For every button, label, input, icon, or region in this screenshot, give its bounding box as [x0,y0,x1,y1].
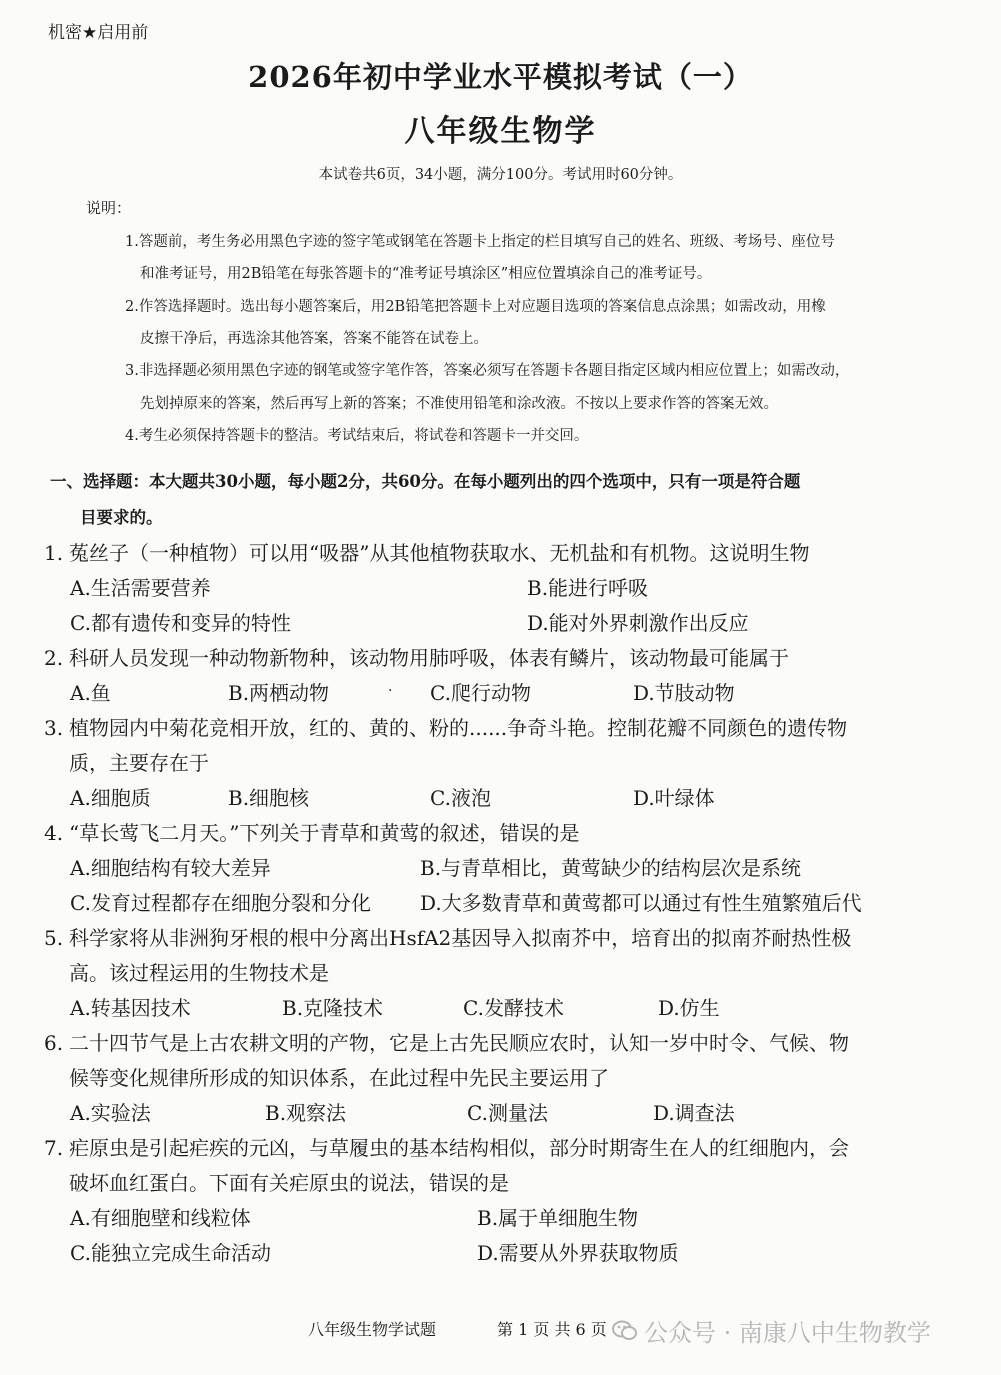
question-number: 4. [44,821,64,845]
q1-option-b: B.能进行呼吸 [527,576,649,600]
q7-option-a: A.有细胞壁和线粒体 [70,1206,251,1230]
q5-option-a: A.转基因技术 [70,996,191,1020]
q2-option-a: A.鱼 [70,681,111,705]
section-heading-cont: 目要求的。 [80,508,163,527]
instruction-line: 皮擦干净后，再选涂其他答案，答案不能答在试卷上。 [140,331,488,347]
q7-option-c: C.能独立完成生命活动 [70,1241,271,1265]
q6-option-a: A.实验法 [70,1101,151,1125]
question-number: 1. [44,541,64,565]
q5-option-d: D.仿生 [658,996,720,1020]
instruction-line: 2.作答选择题时。选出每小题答案后，用2B铅笔把答题卡上对应题目选项的答案信息点涂黑；如需改动，用橡 [125,299,826,315]
q2-option-c: C.爬行动物 [430,681,531,705]
q4-option-a: A.细胞结构有较大差异 [70,856,271,880]
question-2-stem: 2. 科研人员发现一种动物新物种，该动物用肺呼吸，体表有鳞片，该动物最可能属于 [44,646,789,670]
q1-option-c: C.都有遗传和变异的特性 [70,611,291,635]
q5-option-b: B.克隆技术 [282,996,384,1020]
question-6-stem-cont: 候等变化规律所形成的知识体系，在此过程中先民主要运用了 [69,1066,609,1090]
question-number: 7. [44,1136,64,1160]
instruction-line: 和准考证号，用2B铅笔在每张答题卡的“准考证号填涂区”相应位置填涂自己的准考证号。 [140,266,712,282]
q6-option-c: C.测量法 [467,1101,548,1125]
question-number: 3. [44,716,64,740]
q6-option-b: B.观察法 [265,1101,347,1125]
q1-option-d: D.能对外界刺激作出反应 [527,611,749,635]
q6-option-d: D.调查法 [653,1101,735,1125]
footer-page-info: 第 1 页 共 6 页 [497,1320,607,1339]
question-number: 6. [44,1031,64,1055]
question-5-stem-cont: 高。该过程运用的生物技术是 [69,961,329,985]
watermark-text: 公众号 · 南康八中生物教学 [644,1319,931,1347]
q7-option-d: D.需要从外界获取物质 [477,1241,679,1265]
secret-label: 机密★启用前 [48,23,149,43]
q3-option-b: B.细胞核 [228,786,310,810]
instruction-line: 先划掉原来的答案，然后再写上新的答案；不准使用铅笔和涂改液。不按以上要求作答的答案无效。 [140,396,778,412]
q3-option-a: A.细胞质 [70,786,151,810]
q3-option-d: D.叶绿体 [633,786,715,810]
section-heading: 一、选择题：本大题共30小题，每小题2分，共60分。在每小题列出的四个选项中，只有一项是符合题 [50,472,801,491]
exam-subject: 八年级生物学 [404,114,597,149]
instructions-heading: 说明： [86,199,132,217]
question-number: 2. [44,646,64,670]
q2-option-d: D.节肢动物 [633,681,735,705]
q5-option-c: C.发酵技术 [463,996,564,1020]
instruction-line: 1.答题前，考生务必用黑色字迹的签字笔或钢笔在答题卡上指定的栏目填写自己的姓名、班级、考场号、座位号 [125,234,835,250]
instruction-line: 3.非选择题必须用黑色字迹的钢笔或签字笔作答，答案必须写在答题卡各题目指定区域内相应位置上；如需改动， [125,363,850,379]
footer-course: 八年级生物学试题 [308,1320,437,1339]
watermark [612,1313,931,1348]
question-3-stem: 3. 植物园内中菊花竞相开放，红的、黄的、粉的......争奇斗艳。控制花瓣不同颜色的遗传物 [44,716,848,740]
instruction-line: 4.考生必须保持答题卡的整洁。考试结束后，将试卷和答题卡一并交回。 [125,428,589,444]
q4-option-b: B.与青草相比，黄莺缺少的结构层次是系统 [420,856,802,880]
q4-option-d: D.大多数青草和黄莺都可以通过有性生殖繁殖后代 [420,891,862,915]
question-7-stem: 7. 疟原虫是引起疟疾的元凶，与草履虫的基本结构相似，部分时期寄生在人的红细胞内，会 [44,1136,849,1160]
question-6-stem: 6. 二十四节气是上古农耕文明的产物，它是上古先民顺应农时，认知一岁中时令、气候、物 [44,1031,849,1055]
question-1-stem: 1. 菟丝子（一种植物）可以用“吸器”从其他植物获取水、无机盐和有机物。这说明生物 [44,541,810,565]
question-7-stem-cont: 破坏血红蛋白。下面有关疟原虫的说法，错误的是 [69,1171,509,1195]
q4-option-c: C.发育过程都存在细胞分裂和分化 [70,891,371,915]
question-number: 5. [44,926,64,950]
exam-info: 本试卷共6页，34小题，满分100分。考试用时60分钟。 [318,167,683,183]
q3-option-c: C.液泡 [430,786,491,810]
stray-mark: · [388,683,393,699]
question-3-stem-cont: 质，主要存在于 [69,751,209,775]
q2-option-b: B.两栖动物 [228,681,330,705]
q7-option-b: B.属于单细胞生物 [477,1206,639,1230]
wechat-icon [612,1318,638,1344]
question-5-stem: 5. 科学家将从非洲狗牙根的根中分离出HsfA2基因导入拟南芥中，培育出的拟南芥耐热性极 [44,926,852,950]
question-4-stem: 4. “草长莺飞二月天。”下列关于青草和黄莺的叙述，错误的是 [44,821,580,845]
exam-title: 2026年初中学业水平模拟考试（一） [248,60,753,94]
q1-option-a: A.生活需要营养 [70,576,211,600]
